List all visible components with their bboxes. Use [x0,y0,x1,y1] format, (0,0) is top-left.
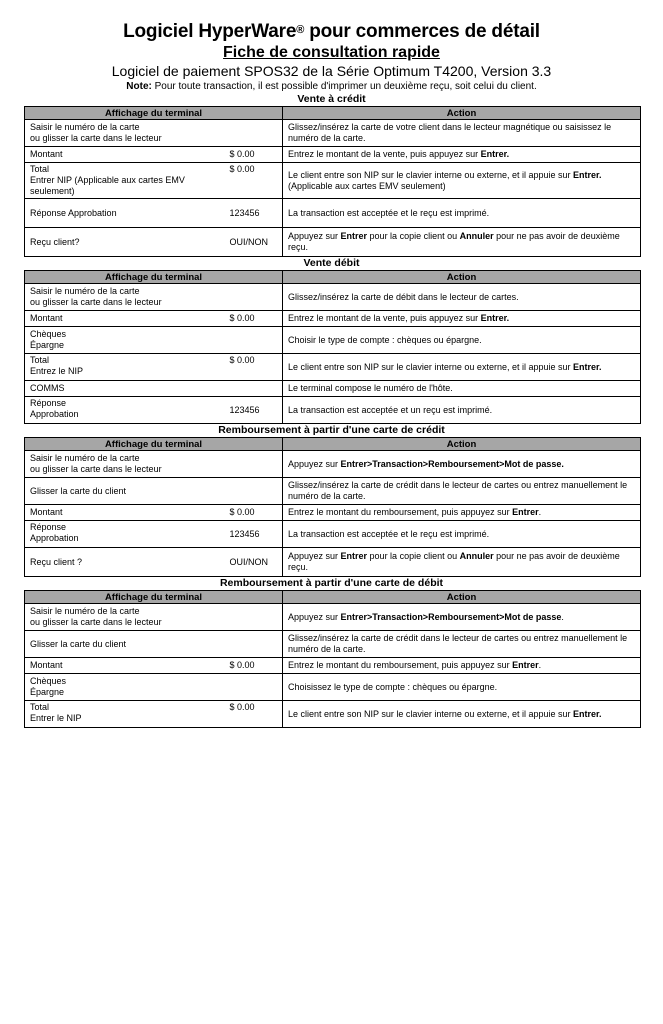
table-row [25,381,641,397]
table-row [25,354,641,381]
note-text: Pour toute transaction, il est possible d'imprimer un deuxième reçu, soit celui du client. [151,81,537,92]
terminal-display-value: $ 0.00 [228,354,283,381]
terminal-display-value: 123456 [228,199,283,228]
action-text: Le client entre son NIP sur le clavier interne ou externe, et il appuie sur Entrer. (Applicable aux cartes EMV seulement) [283,163,641,199]
note [0,80,663,93]
action-text: Appuyez sur Entrer pour la copie client ou Annuler pour ne pas avoir de deuxième reçu. [283,228,641,257]
terminal-display-text: COMMS [25,381,228,397]
terminal-display-text: Total Entrez le NIP [25,354,228,381]
table-row [25,521,641,548]
sections-container [0,93,663,728]
table-row [25,284,641,311]
terminal-display-value [228,381,283,397]
action-text: Entrez le montant du remboursement, puis appuyez sur Entrer. [283,505,641,521]
terminal-display-text: Total Entrer le NIP [25,701,228,728]
table-row [25,397,641,424]
title-rest: pour commerces de détail [304,21,540,42]
terminal-display-text: Reçu client ? [25,548,228,577]
procedure-table [24,106,641,257]
column-header-action: Action [283,591,641,604]
terminal-display-text: Montant [25,658,228,674]
table-row [25,631,641,658]
terminal-display-value: $ 0.00 [228,311,283,327]
terminal-display-text: Montant [25,311,228,327]
table-row [25,505,641,521]
terminal-display-text: Réponse Approbation [25,397,228,424]
terminal-display-value: $ 0.00 [228,658,283,674]
terminal-display-value [228,120,283,147]
table-row [25,478,641,505]
table-row [25,327,641,354]
software-version: Logiciel de paiement SPOS32 de la Série Optimum T4200, Version 3.3 [111,63,552,79]
column-header-action: Action [283,271,641,284]
terminal-display-value [228,631,283,658]
terminal-display-value: 123456 [228,397,283,424]
action-text: Glissez/insérez la carte de crédit dans le lecteur de cartes ou entrez manuellement le numéro de la carte. [283,478,641,505]
section-title: Vente débit [303,257,360,269]
terminal-display-value [228,674,283,701]
table-header-row [25,271,641,284]
table-row [25,658,641,674]
terminal-display-value: 123456 [228,521,283,548]
table-row [25,199,641,228]
title-main: Logiciel HyperWare [123,21,297,42]
terminal-display-value [228,284,283,311]
terminal-display-text: Glisser la carte du client [25,478,228,505]
table-row [25,604,641,631]
column-header-display: Affichage du terminal [25,438,283,451]
note-label: Note: [126,81,152,92]
registered-mark: ® [296,24,305,36]
terminal-display-text: Réponse Approbation [25,199,228,228]
section-title: Vente à crédit [297,93,366,105]
table-row [25,674,641,701]
terminal-display-text: Saisir le numéro de la carte ou glisser la carte dans le lecteur [25,604,228,631]
document-subtitle: Fiche de consultation rapide [223,44,440,61]
action-text: Entrez le montant de la vente, puis appuyez sur Entrer. [283,147,641,163]
action-text: La transaction est acceptée et un reçu est imprimé. [283,397,641,424]
column-header-action: Action [283,438,641,451]
action-text: Entrez le montant du remboursement, puis appuyez sur Entrer. [283,658,641,674]
section-title: Remboursement à partir d'une carte de débit [219,577,444,589]
action-text: Le client entre son NIP sur le clavier interne ou externe, et il appuie sur Entrer. [283,354,641,381]
table-row [25,701,641,728]
table-header-row [25,591,641,604]
procedure-table [24,590,641,728]
terminal-display-value [228,451,283,478]
action-text: Appuyez sur Entrer>Transaction>Remboursement>Mot de passe. [283,451,641,478]
procedure-table [24,437,641,577]
terminal-display-text: Saisir le numéro de la carte ou glisser la carte dans le lecteur [25,284,228,311]
terminal-display-text: Chèques Épargne [25,674,228,701]
table-row [25,120,641,147]
section-title: Remboursement à partir d'une carte de crédit [218,424,445,436]
table-row [25,548,641,577]
action-text: Appuyez sur Entrer pour la copie client ou Annuler pour ne pas avoir de deuxième reçu. [283,548,641,577]
table-row [25,147,641,163]
terminal-display-value: $ 0.00 [228,701,283,728]
table-row [25,311,641,327]
terminal-display-text: Reçu client? [25,228,228,257]
action-text: Glissez/insérez la carte de votre client dans le lecteur magnétique ou saisissez le numéro de la carte. [283,120,641,147]
action-text: Choisissez le type de compte : chèques ou épargne. [283,674,641,701]
terminal-display-value: $ 0.00 [228,505,283,521]
terminal-display-text: Saisir le numéro de la carte ou glisser la carte dans le lecteur [25,451,228,478]
terminal-display-value: OUI/NON [228,548,283,577]
document-title [0,20,663,43]
terminal-display-value [228,327,283,354]
column-header-display: Affichage du terminal [25,271,283,284]
terminal-display-text: Saisir le numéro de la carte ou glisser la carte dans le lecteur [25,120,228,147]
column-header-action: Action [283,107,641,120]
terminal-display-value [228,478,283,505]
action-text: Le client entre son NIP sur le clavier interne ou externe, et il appuie sur Entrer. [283,701,641,728]
terminal-display-text: Chèques Épargne [25,327,228,354]
table-header-row [25,438,641,451]
column-header-display: Affichage du terminal [25,591,283,604]
procedure-table [24,270,641,424]
terminal-display-text: Total Entrer NIP (Applicable aux cartes EMV seulement) [25,163,228,199]
terminal-display-value: $ 0.00 [228,163,283,199]
action-text: Choisir le type de compte : chèques ou épargne. [283,327,641,354]
column-header-display: Affichage du terminal [25,107,283,120]
table-header-row [25,107,641,120]
action-text: La transaction est acceptée et le reçu est imprimé. [283,521,641,548]
terminal-display-value: $ 0.00 [228,147,283,163]
table-row [25,163,641,199]
action-text: Glissez/insérez la carte de débit dans le lecteur de cartes. [283,284,641,311]
terminal-display-value [228,604,283,631]
terminal-display-text: Montant [25,505,228,521]
terminal-display-text: Réponse Approbation [25,521,228,548]
action-text: Entrez le montant de la vente, puis appuyez sur Entrer. [283,311,641,327]
table-row [25,451,641,478]
action-text: Glissez/insérez la carte de crédit dans le lecteur de cartes ou entrez manuellement le numéro de la carte. [283,631,641,658]
action-text: Le terminal compose le numéro de l'hôte. [283,381,641,397]
terminal-display-text: Montant [25,147,228,163]
action-text: Appuyez sur Entrer>Transaction>Remboursement>Mot de passe. [283,604,641,631]
terminal-display-text: Glisser la carte du client [25,631,228,658]
action-text: La transaction est acceptée et le reçu est imprimé. [283,199,641,228]
terminal-display-value: OUI/NON [228,228,283,257]
table-row [25,228,641,257]
